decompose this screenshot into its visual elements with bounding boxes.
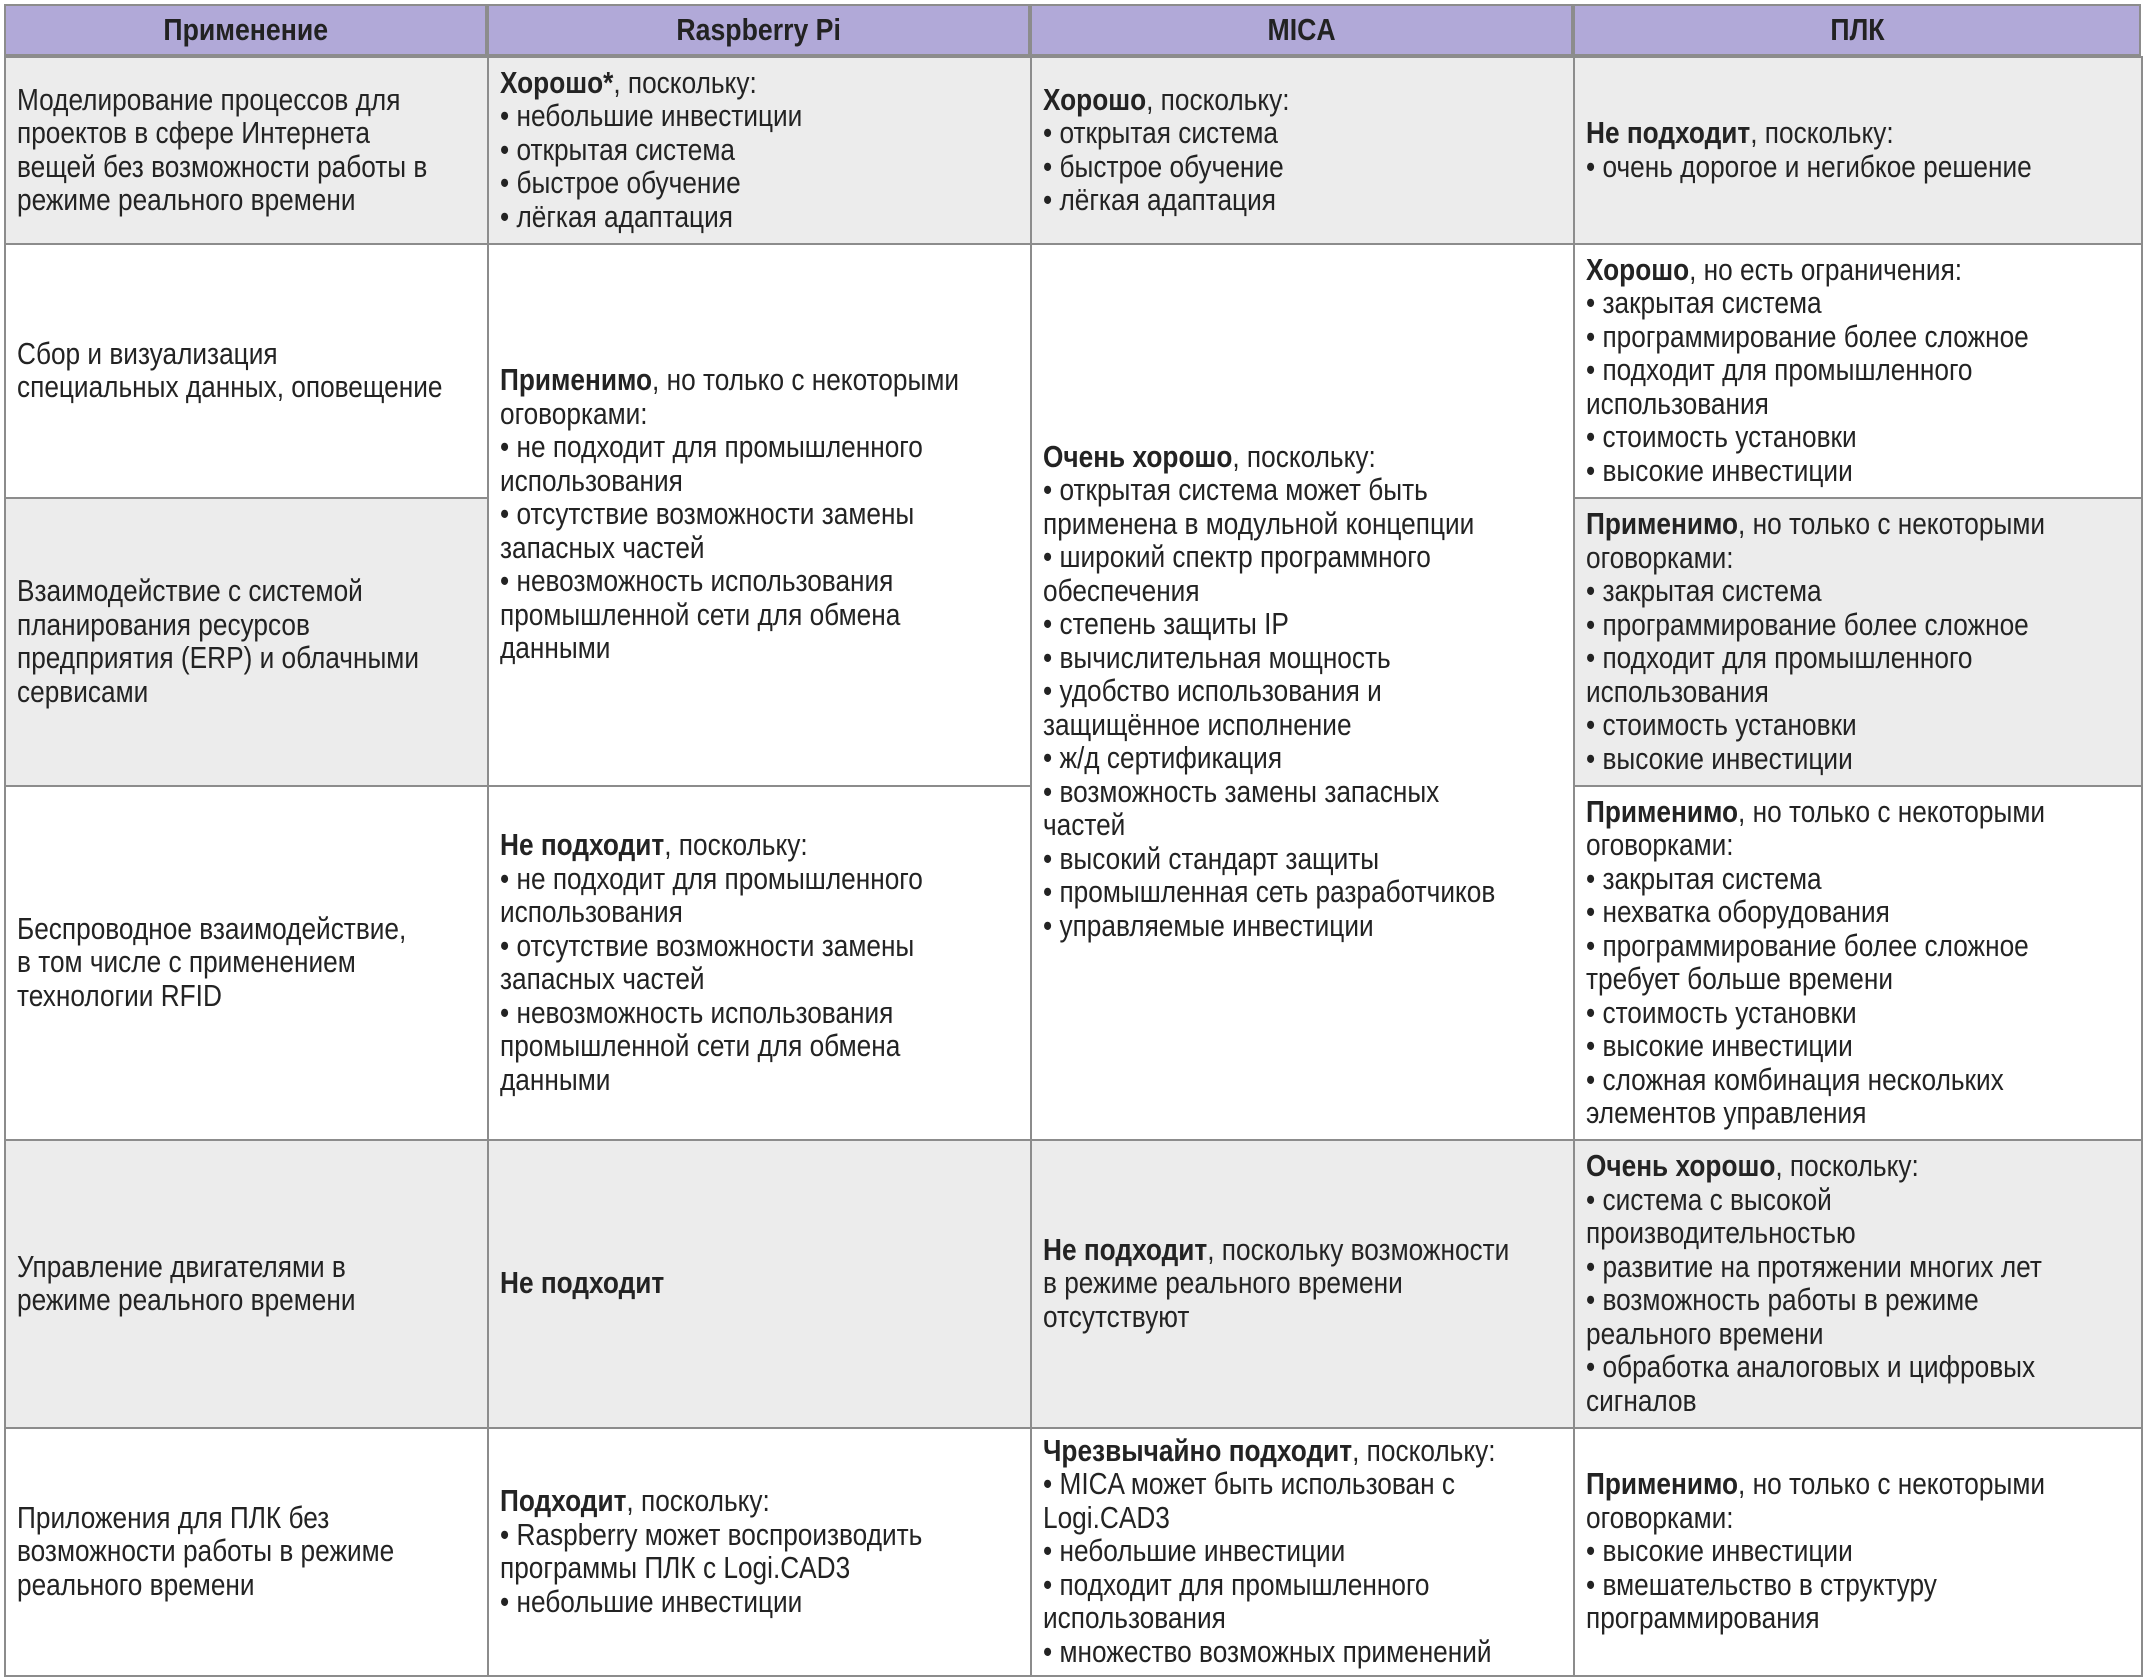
plc-cell	[1573, 497, 2143, 787]
application-line: Моделирование процессов для	[17, 82, 401, 117]
reason-line: • невозможность использования	[500, 995, 894, 1030]
rating-label: Применимо	[1586, 1467, 1739, 1502]
rating-qualifier: , поскольку:	[1232, 439, 1376, 474]
header-text: MICA	[1267, 12, 1336, 47]
rating-label: Не подходит	[500, 828, 665, 862]
reason-line: запасных частей	[500, 530, 705, 565]
header-label	[1573, 4, 2141, 56]
cell-text	[500, 829, 1019, 1097]
rating-line	[1043, 441, 1562, 475]
reason-line: промышленной сети для обмена	[500, 1029, 901, 1063]
reason-line: • нехватка оборудования	[1586, 895, 1890, 929]
reason-line: • быстрое обучение	[1043, 149, 1284, 184]
rating-line	[1586, 508, 2130, 542]
reason-line: отсутствуют	[1043, 1299, 1190, 1334]
rating-qualifier: , поскольку:	[1146, 82, 1290, 117]
cell-text	[17, 84, 476, 218]
cell-text	[1586, 796, 2130, 1131]
rating-label: Применимо	[1586, 507, 1739, 541]
reason-line: программы ПЛК с Logi.CAD3	[500, 1551, 851, 1585]
raspberry-cell	[487, 785, 1032, 1141]
reason-line: • высокие инвестиции	[1586, 1029, 1853, 1063]
reason-line: использования	[500, 895, 683, 929]
reason-line: • высокие инвестиции	[1586, 453, 1853, 488]
reason-line: • управляемые инвестиции	[1043, 908, 1374, 943]
header-cell	[4, 4, 487, 56]
rating-line	[1586, 254, 2130, 288]
cell-text	[17, 913, 476, 1014]
reason-line: программирования	[1586, 1601, 1820, 1636]
reason-line: • быстрое обучение	[500, 166, 741, 201]
rating-label: Не подходит	[1043, 1232, 1208, 1267]
rating-qualifier: , но только с некоторыми	[652, 363, 960, 398]
cell-content	[500, 829, 1019, 1097]
reason-line: использования	[1586, 674, 1769, 709]
cell-content	[1586, 1150, 2130, 1418]
application-cell	[4, 56, 489, 245]
cell-content	[1586, 254, 2130, 489]
cell-text	[17, 1502, 476, 1603]
reason-line: запасных частей	[500, 962, 705, 996]
reason-line: элементов управления	[1586, 1096, 1867, 1130]
reason-line: использования	[1043, 1601, 1226, 1636]
reason-line: • вмешательство в структуру	[1586, 1567, 1937, 1602]
rating-label: Подходит	[500, 1484, 627, 1518]
reason-line: • ж/д сертификация	[1043, 741, 1283, 776]
plc-cell	[1573, 1427, 2143, 1677]
cell-text	[500, 1267, 1019, 1301]
rating-line	[500, 67, 1019, 101]
header-cell	[487, 4, 1030, 56]
cell-text	[1043, 1234, 1562, 1335]
reason-line: сигналов	[1586, 1383, 1697, 1418]
application-line: режиме реального времени	[17, 183, 356, 217]
rating-line	[500, 364, 1019, 398]
reason-line: обеспечения	[1043, 573, 1200, 608]
reason-line: • небольшие инвестиции	[500, 1584, 803, 1619]
cell-content	[17, 338, 476, 405]
cell-content	[1043, 84, 1562, 218]
mica-cell	[1030, 1139, 1575, 1429]
reason-line: • подходит для промышленного	[1043, 1567, 1430, 1602]
reason-line: • подходит для промышленного	[1586, 353, 1973, 388]
reason-line: • небольшие инвестиции	[500, 99, 803, 134]
reason-line: реального времени	[1586, 1316, 1824, 1351]
cell-text	[1043, 441, 1562, 944]
rating-label: Применимо	[500, 363, 653, 398]
reason-line: • программирование более сложное	[1586, 319, 2029, 354]
cell-content	[500, 67, 1019, 235]
rating-qualifier: , поскольку:	[1750, 116, 1894, 150]
reason-line: применена в модульной концепции	[1043, 506, 1475, 541]
reason-line: • множество возможных применений	[1043, 1634, 1492, 1669]
mica-cell	[1030, 56, 1575, 245]
reason-line: • MICA может быть использован с	[1043, 1467, 1456, 1502]
rating-line	[1586, 796, 2130, 830]
reason-line: промышленной сети для обмена	[500, 597, 901, 632]
reason-line: • стоимость установки	[1586, 420, 1857, 455]
application-cell	[4, 243, 489, 499]
reason-line: • закрытая система	[1586, 574, 1822, 608]
application-line: предприятия (ERP) и облачными	[17, 641, 419, 675]
reason-line: • не подходит для промышленного	[500, 861, 923, 896]
reason-line: • отсутствие возможности замены	[500, 497, 915, 532]
application-line: Беспроводное взаимодействие,	[17, 911, 407, 946]
reason-line: • отсутствие возможности замены	[500, 928, 915, 963]
rating-line	[1043, 84, 1562, 118]
reason-line: • небольшие инвестиции	[1043, 1534, 1346, 1569]
reason-line: в режиме реального времени	[1043, 1266, 1403, 1301]
rating-line	[500, 1485, 1019, 1519]
rating-line	[1586, 1468, 2130, 1502]
cell-content	[500, 1485, 1019, 1619]
reason-line: • программирование более сложное	[1586, 607, 2029, 642]
raspberry-cell	[487, 56, 1032, 245]
rating-line	[1043, 1435, 1562, 1469]
rating-line	[1043, 1234, 1562, 1268]
reason-line: • степень защиты IP	[1043, 607, 1289, 642]
application-line: технологии RFID	[17, 978, 222, 1013]
reason-line: защищённое исполнение	[1043, 707, 1352, 742]
mica-cell	[1030, 243, 1575, 1141]
application-line: Взаимодействие с системой	[17, 574, 363, 608]
reason-line: оговорками:	[1586, 540, 1734, 575]
raspberry-cell	[487, 1427, 1032, 1677]
rating-label: Применимо	[1586, 794, 1739, 829]
mica-cell	[1030, 1427, 1575, 1677]
raspberry-cell	[487, 1139, 1032, 1429]
cell-content	[17, 1502, 476, 1603]
application-cell	[4, 497, 489, 787]
cell-text	[1586, 117, 2130, 184]
reason-line: • обработка аналоговых и цифровых	[1586, 1350, 2036, 1384]
reason-line: • широкий спектр программного	[1043, 540, 1431, 575]
reason-line: • подходит для промышленного	[1586, 641, 1973, 675]
reason-line: • лёгкая адаптация	[1043, 183, 1276, 217]
reason-line: частей	[1043, 808, 1126, 843]
rating-qualifier: , но только с некоторыми	[1738, 1467, 2046, 1502]
reason-line: • высокий стандарт защиты	[1043, 841, 1380, 876]
cell-text	[1043, 84, 1562, 218]
rating-qualifier: , поскольку:	[613, 65, 757, 100]
reason-line: • промышленная сеть разработчиков	[1043, 875, 1496, 910]
cell-content	[1586, 796, 2130, 1131]
reason-line: оговорками:	[1586, 1500, 1734, 1535]
header-text: ПЛК	[1829, 12, 1885, 47]
rating-qualifier: , поскольку возможности	[1207, 1232, 1510, 1267]
rating-qualifier: , поскольку:	[1352, 1433, 1496, 1468]
rating-line	[500, 829, 1019, 863]
header-text: Применение	[163, 12, 328, 47]
reason-line: • открытая система	[500, 132, 736, 167]
cell-content	[1586, 508, 2130, 776]
cell-text	[500, 1485, 1019, 1619]
reason-line: • возможность замены запасных	[1043, 774, 1440, 809]
rating-qualifier: , поскольку:	[626, 1484, 770, 1518]
raspberry-cell	[487, 243, 1032, 787]
application-line: Сбор и визуализация	[17, 336, 278, 371]
reason-line: производительностью	[1586, 1216, 1856, 1250]
application-line: вещей без возможности работы в	[17, 149, 428, 184]
cell-content	[1586, 1468, 2130, 1636]
rating-qualifier: , но только с некоторыми	[1738, 507, 2046, 541]
cell-text	[17, 338, 476, 405]
cell-text	[1586, 1150, 2130, 1418]
reason-line: • вычислительная мощность	[1043, 640, 1391, 675]
cell-text	[1586, 508, 2130, 776]
reason-line: данными	[500, 631, 611, 666]
cell-content	[1586, 117, 2130, 184]
rating-label: Хорошо	[1586, 252, 1690, 287]
application-line: возможности работы в режиме	[17, 1534, 395, 1569]
header-label	[1030, 4, 1573, 56]
reason-line: • закрытая система	[1586, 861, 1822, 896]
reason-line: • удобство использования и	[1043, 674, 1382, 709]
reason-line: • сложная комбинация нескольких	[1586, 1062, 2004, 1097]
rating-label: Хорошо	[1043, 82, 1147, 117]
reason-line: • стоимость установки	[1586, 708, 1857, 742]
rating-line	[1586, 1150, 2130, 1184]
reason-line: • высокие инвестиции	[1586, 1534, 1853, 1569]
plc-cell	[1573, 243, 2143, 499]
cell-content	[17, 913, 476, 1014]
application-line: реального времени	[17, 1567, 255, 1602]
rating-line	[1586, 117, 2130, 151]
cell-content	[1043, 441, 1562, 944]
rating-label: Не подходит	[500, 1266, 665, 1301]
application-cell	[4, 1427, 489, 1677]
cell-content	[17, 575, 476, 709]
reason-line: оговорками:	[1586, 828, 1734, 862]
reason-line: • возможность работы в режиме	[1586, 1283, 1979, 1317]
header-text: Raspberry Pi	[676, 12, 841, 47]
reason-line: • не подходит для промышленного	[500, 430, 923, 465]
reason-line: • система с высокой	[1586, 1182, 1832, 1217]
rating-label: Чрезвычайно подходит	[1043, 1433, 1353, 1468]
reason-line: данными	[500, 1062, 611, 1097]
cell-text	[17, 1251, 476, 1318]
rating-qualifier: , поскольку:	[664, 828, 808, 862]
reason-line: • открытая система	[1043, 116, 1279, 150]
reason-line: • очень дорогое и негибкое решение	[1586, 149, 2032, 184]
rating-label: Хорошо*	[500, 65, 614, 100]
plc-cell	[1573, 56, 2143, 245]
cell-content	[500, 1267, 1019, 1301]
header-cell	[1573, 4, 2141, 56]
cell-content	[500, 364, 1019, 666]
reason-line: использования	[1586, 386, 1769, 421]
reason-line: • высокие инвестиции	[1586, 741, 1853, 776]
cell-content	[1043, 1234, 1562, 1335]
application-line: Управление двигателями в	[17, 1249, 346, 1284]
reason-line: • открытая система может быть	[1043, 473, 1428, 508]
header-label	[4, 4, 487, 56]
reason-line: использования	[500, 463, 683, 498]
application-line: Приложения для ПЛК без	[17, 1500, 330, 1535]
cell-text	[1586, 254, 2130, 489]
cell-text	[1043, 1435, 1562, 1670]
rating-qualifier: , но только с некоторыми	[1738, 794, 2046, 829]
reason-line: • стоимость установки	[1586, 995, 1857, 1030]
header-label	[487, 4, 1030, 56]
reason-line: требует больше времени	[1586, 962, 1893, 996]
application-line: проектов в сфере Интернета	[17, 116, 370, 150]
application-cell	[4, 1139, 489, 1429]
reason-line: • Raspberry может воспроизводить	[500, 1517, 923, 1552]
application-line: сервисами	[17, 674, 149, 709]
cell-text	[500, 364, 1019, 666]
cell-text	[1586, 1468, 2130, 1636]
rating-qualifier: , поскольку:	[1775, 1149, 1919, 1183]
rating-line	[500, 1267, 1019, 1301]
plc-cell	[1573, 785, 2143, 1141]
plc-cell	[1573, 1139, 2143, 1429]
reason-line: Logi.CAD3	[1043, 1500, 1170, 1535]
rating-label: Очень хорошо	[1586, 1149, 1776, 1183]
cell-content	[17, 1251, 476, 1318]
reason-line: • программирование более сложное	[1586, 928, 2029, 963]
reason-line: • закрытая система	[1586, 286, 1822, 321]
cell-text	[17, 575, 476, 709]
reason-line: • невозможность использования	[500, 564, 894, 599]
application-line: в том числе с применением	[17, 945, 356, 980]
cell-content	[17, 84, 476, 218]
reason-line: оговорками:	[500, 396, 648, 431]
cell-text	[500, 67, 1019, 235]
application-line: планирования ресурсов	[17, 607, 310, 642]
header-cell	[1030, 4, 1573, 56]
rating-label: Не подходит	[1586, 116, 1751, 150]
reason-line: • развитие на протяжении многих лет	[1586, 1249, 2042, 1284]
cell-content	[1043, 1435, 1562, 1670]
reason-line: • лёгкая адаптация	[500, 199, 733, 234]
application-line: специальных данных, оповещение	[17, 370, 443, 404]
application-cell	[4, 785, 489, 1141]
application-line: режиме реального времени	[17, 1283, 356, 1317]
rating-qualifier: , но есть ограничения:	[1689, 252, 1963, 287]
rating-label: Очень хорошо	[1043, 439, 1233, 474]
